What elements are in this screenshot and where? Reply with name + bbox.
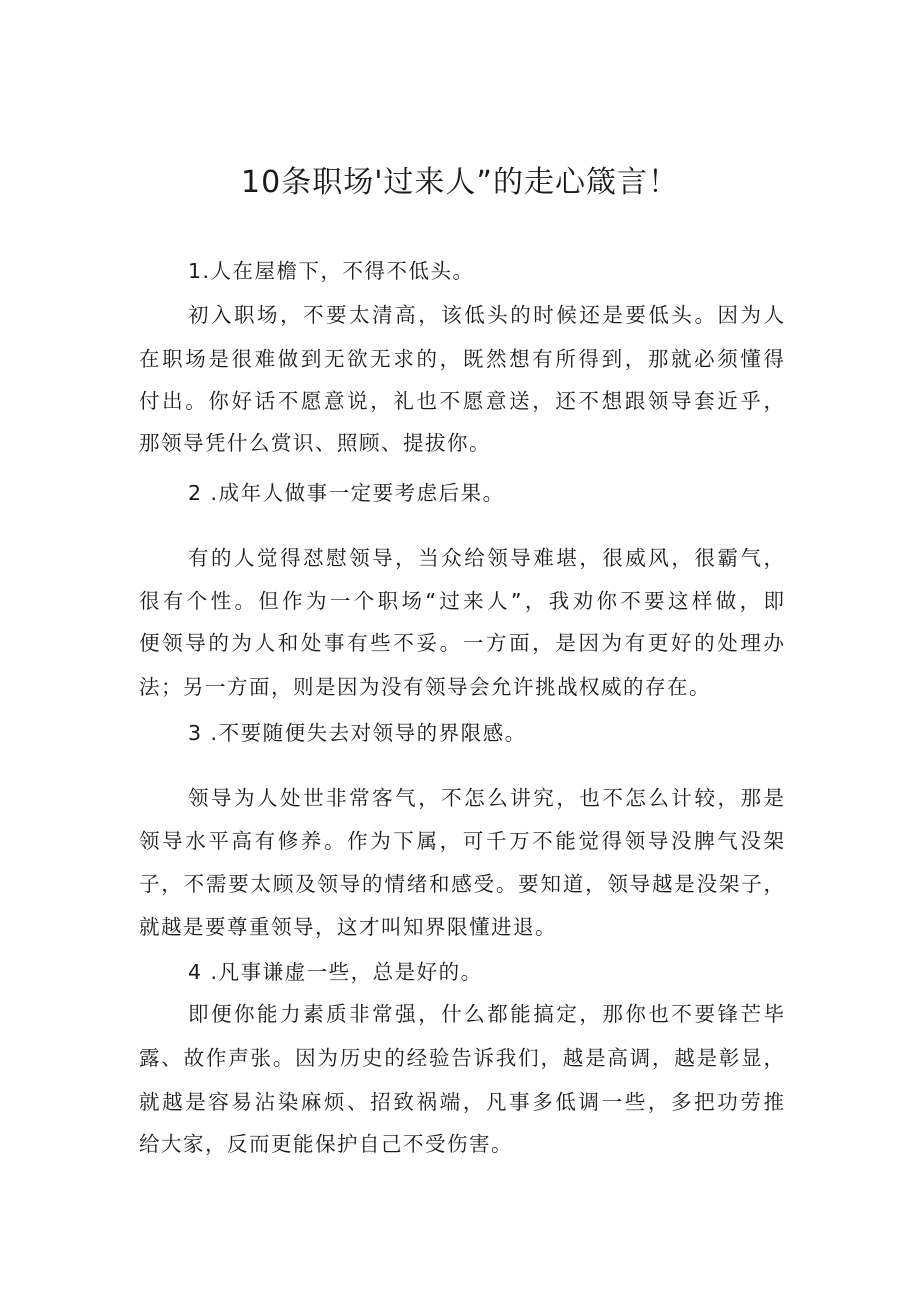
paragraph-line: 即便你能力素质非常强，什么都能搞定，那你也不要锋芒毕 <box>188 1002 784 1026</box>
section-heading-3: 3 .不要随便失去对领导的界限感。 <box>188 721 527 745</box>
paragraph-line: 领导为人处世非常客气，不怎么讲究，也不怎么计较，那是 <box>188 786 784 810</box>
paragraph-line: 有的人觉得怼慰领导，当众给领导难堪，很威风，很霸气， <box>188 546 784 570</box>
section-heading-1: 1.人在屋檐下，不得不低头。 <box>188 259 475 283</box>
paragraph-line: 便领导的为人和处事有些不妥。一方面，是因为有更好的处理办 <box>139 631 784 655</box>
paragraph-line: 就越是容易沾染麻烦、招致祸端，凡事多低调一些，多把功劳推 <box>139 1090 784 1114</box>
paragraph-line: 给大家，反而更能保护自己不受伤害。 <box>139 1132 513 1156</box>
paragraph-line: 付出。你好话不愿意说，礼也不愿意送，还不想跟领导套近乎， <box>139 389 784 413</box>
section-heading-4: 4 .凡事谦虚一些，总是好的。 <box>188 960 483 984</box>
paragraph-line: 就越是要尊重领导，这才叫知界限懂进退。 <box>139 915 557 939</box>
paragraph-line: 很有个性。但作为一个职场“过来人”，我劝你不要这样做，即 <box>139 589 784 613</box>
paragraph-line: 法；另一方面，则是因为没有领导会允许挑战权威的存在。 <box>139 675 711 699</box>
section-heading-2: 2 .成年人做事一定要考虑后果。 <box>188 481 505 505</box>
page-title: 10条职场'过来人”的走心箴言！ <box>241 165 679 200</box>
paragraph-line: 那领导凭什么赏识、照顾、提拔你。 <box>139 431 491 455</box>
paragraph-line: 在职场是很难做到无欲无求的，既然想有所得到，那就必须懂得 <box>139 347 784 371</box>
paragraph-line: 子，不需要太顾及领导的情绪和感受。要知道，领导越是没架子， <box>139 872 784 896</box>
paragraph-line: 露、故作声张。因为历史的经验告诉我们，越是高调，越是彰显， <box>139 1046 784 1070</box>
paragraph-line: 领导水平高有修养。作为下属，可千万不能觉得领导没脾气没架 <box>139 829 784 853</box>
paragraph-line: 初入职场，不要太清高，该低头的时候还是要低头。因为人 <box>188 303 784 327</box>
